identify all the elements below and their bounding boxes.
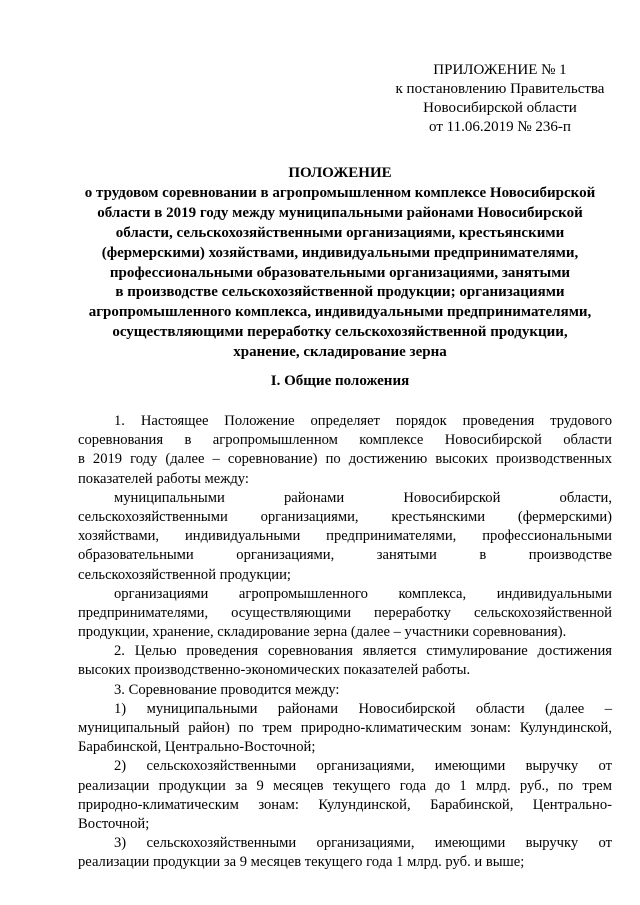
title-line: области в 2019 году между муниципальными районами Новосибирской	[97, 204, 583, 221]
body-line: высоких производственно-экономических показателей работы.	[78, 662, 471, 679]
title-line: осуществляющими переработку сельскохозяйственной продукции,	[112, 324, 568, 341]
title-line: агропромышленного комплекса, индивидуальными предпринимателями,	[88, 304, 592, 321]
body-line: предпринимателями, осуществляющими переработку сельскохозяйственной	[78, 604, 612, 621]
body-line: хозяйствами, индивидуальными предпринимателями, профессиональными	[78, 528, 612, 545]
body-line: Барабинской, Центрально-Восточной;	[78, 739, 316, 756]
body-line: Восточной;	[78, 815, 150, 832]
body-line: 3. Соревнование проводится между:	[114, 681, 340, 698]
body-line: в 2019 году (далее – соревнование) по достижению высоких производственных	[78, 451, 612, 468]
body-line: соревнования в агропромышленном комплексе Новосибирской области	[78, 432, 612, 449]
document-title	[60, 164, 620, 363]
title-line: хранение, складирование зерна	[233, 344, 447, 361]
body-line: 2. Целью проведения соревнования является стимулирование достижения	[114, 643, 612, 660]
body-line: образовательными организациями, занятыми в производстве	[78, 547, 612, 564]
body-line: 2) сельскохозяйственными организациями, имеющими выручку от	[114, 758, 612, 775]
body-line: 1. Настоящее Положение определяет порядок проведения трудового	[114, 413, 612, 429]
body-text	[78, 412, 612, 873]
title-line: профессиональными образовательными организациями, занятыми	[109, 264, 571, 281]
appendix-number: ПРИЛОЖЕНИЕ № 1	[433, 62, 567, 78]
body-line: реализации продукции за 9 месяцев текущего года 1 млрд. руб. и выше;	[78, 854, 525, 871]
body-line: реализации продукции за 9 месяцев текущего года до 1 млрд. руб., по трем	[78, 777, 612, 794]
body-line: природно-климатическим зонам: Кулундинской, Барабинской, Центрально-	[78, 796, 612, 813]
body-line: 3) сельскохозяйственными организациями, имеющими выручку от	[114, 835, 612, 852]
body-line: сельскохозяйственными организациями, крестьянскими (фермерскими)	[78, 508, 612, 525]
appendix-line-region: Новосибирской области	[423, 100, 577, 116]
body-line: показателей работы между:	[78, 470, 249, 487]
body-line: сельскохозяйственной продукции;	[78, 566, 291, 583]
body-line: муниципальными районами Новосибирской области,	[114, 489, 612, 506]
section-heading: I. Общие положения	[270, 373, 410, 389]
body-line: организациями агропромышленного комплекса, индивидуальными	[114, 585, 612, 602]
title-line: области, сельскохозяйственными организациями, крестьянскими	[115, 224, 565, 241]
appendix-line-date: от 11.06.2019 № 236-п	[429, 119, 571, 135]
appendix-line-resolution: к постановлению Правительства	[395, 81, 605, 97]
body-line: продукции, хранение, складирование зерна (далее – участники соревнования).	[78, 624, 567, 641]
title-line: о трудовом соревновании в агропромышленном комплексе Новосибирской	[84, 184, 596, 201]
body-line: муниципальный район) по трем природно-климатическим зонам: Кулундинской,	[78, 720, 612, 736]
title-line: в производстве сельскохозяйственной продукции; организациями	[115, 284, 565, 301]
title-heading: ПОЛОЖЕНИЕ	[288, 165, 392, 181]
title-line: (фермерскими) хозяйствами, индивидуальными предпринимателями,	[101, 244, 579, 261]
body-line: 1) муниципальными районами Новосибирской области (далее –	[114, 700, 612, 717]
appendix-header	[382, 61, 618, 137]
